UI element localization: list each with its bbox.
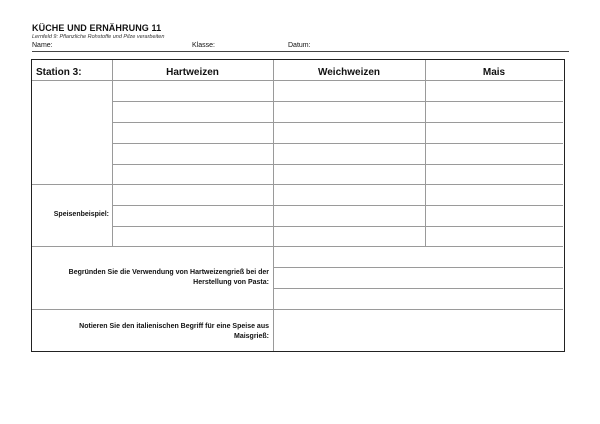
question-pasta-label: Begründen Sie die Verwendung von Hartweizengrieß bei der Herstellung von Pasta: — [68, 269, 269, 286]
grid-line — [112, 226, 563, 227]
grid-line — [425, 60, 426, 246]
grid-line — [112, 60, 113, 246]
grid-line — [32, 309, 563, 310]
question-maisgriess-label: Notieren Sie den italienischen Begriff für eine Speise aus Maisgrieß: — [79, 323, 269, 340]
worksheet-title: KÜCHE UND ERNÄHRUNG 11 — [32, 23, 162, 33]
grid-line — [32, 246, 563, 247]
grid-line — [112, 205, 563, 206]
name-field-label: Name: — [32, 42, 53, 49]
grid-line — [32, 80, 563, 81]
grid-line — [32, 184, 563, 185]
klasse-field-label: Klasse: — [192, 42, 215, 49]
grid-line — [273, 267, 563, 268]
station-label: Station 3: — [36, 67, 82, 78]
station-table — [31, 59, 565, 352]
header-underline — [32, 51, 569, 52]
column-header-hartweizen: Hartweizen — [166, 67, 219, 78]
grid-line — [112, 164, 563, 165]
grid-line — [273, 288, 563, 289]
grid-line — [112, 101, 563, 102]
grid-line — [112, 122, 563, 123]
column-header-mais: Mais — [482, 67, 506, 78]
datum-field-label: Datum: — [288, 42, 311, 49]
grid-line — [112, 143, 563, 144]
column-header-weichweizen: Weichweizen — [317, 67, 381, 78]
worksheet-subtitle: Lernfeld 9: Pflanzliche Rohstoffe und Pilze verarbeiten — [32, 34, 165, 40]
speisenbeispiel-label: Speisenbeispiel: — [53, 211, 109, 218]
